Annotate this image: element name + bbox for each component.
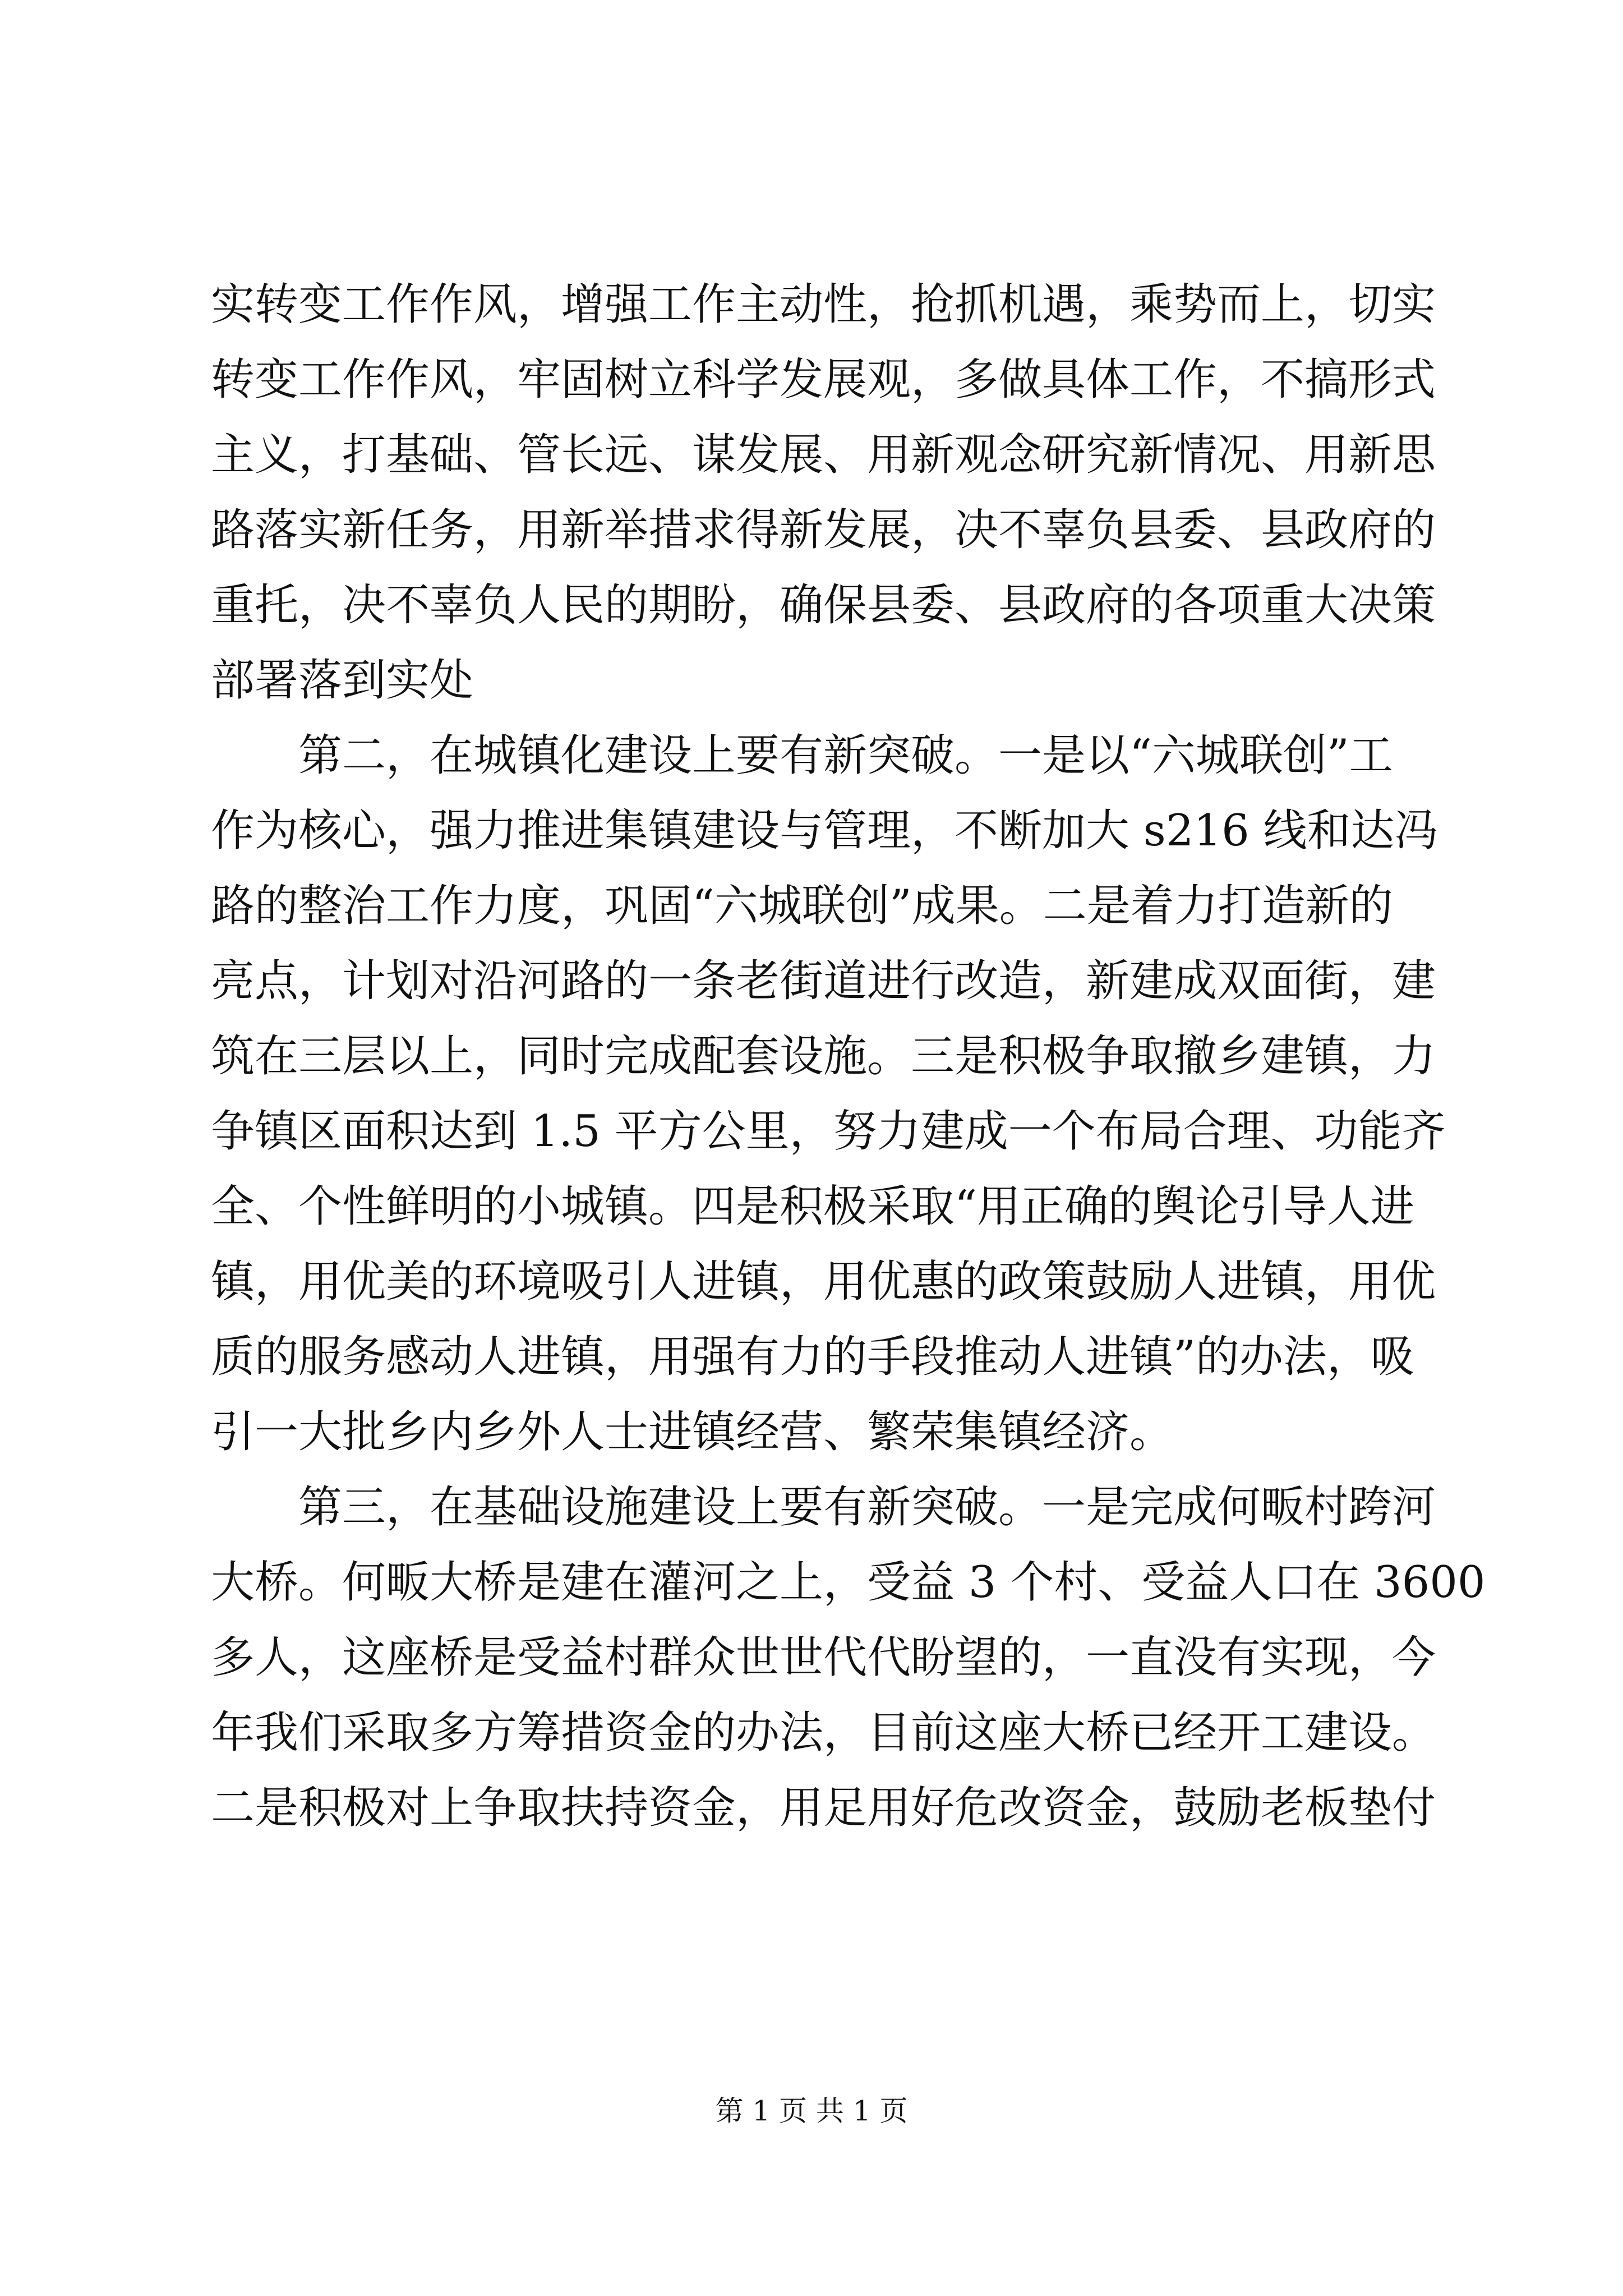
- text-line: 主义，打基础、管长远、谋发展、用新观念研究新情况、用新思: [211, 430, 1436, 480]
- text-line: 重托，决不辜负人民的期盼，确保县委、县政府的各项重大决策: [211, 580, 1436, 631]
- text-line: 路落实新任务，用新举措求得新发展，决不辜负县委、县政府的: [211, 505, 1436, 555]
- text-line: 筑在三层以上，同时完成配套设施。三是积极争取撤乡建镇，力: [211, 1031, 1436, 1082]
- text-line: 引一大批乡内乡外人士进镇经营、繁荣集镇经济。: [211, 1407, 1174, 1457]
- text-line: 二是积极对上争取扶持资金，用足用好危改资金，鼓励老板垫付: [211, 1783, 1436, 1833]
- text-line: 年我们采取多方筹措资金的办法，目前这座大桥已经开工建设。: [211, 1708, 1436, 1758]
- text-line: 转变工作作风，牢固树立科学发展观，多做具体工作，不搞形式: [211, 355, 1436, 405]
- page-footer: 第 1 页 共 1 页: [715, 2095, 908, 2127]
- text-line: 镇，用优美的环境吸引人进镇，用优惠的政策鼓励人进镇，用优: [211, 1257, 1436, 1307]
- text-line: 全、个性鲜明的小城镇。四是积极采取“用正确的舆论引导人进: [211, 1181, 1414, 1232]
- text-line: 实转变工作作风，增强工作主动性，抢抓机遇，乘势而上，切实: [211, 279, 1436, 330]
- text-line: 作为核心，强力推进集镇建设与管理，不断加大 s216 线和达冯: [211, 806, 1438, 856]
- paragraph-first-line: 第二，在城镇化建设上要有新突破。一是以“六城联创”工: [298, 730, 1393, 781]
- text-line: 质的服务感动人进镇，用强有力的手段推动人进镇”的办法，吸: [211, 1332, 1414, 1382]
- text-line: 多人，这座桥是受益村群众世世代代盼望的，一直没有实现，今: [211, 1632, 1436, 1683]
- text-line: 大桥。何畈大桥是建在灌河之上，受益 3 个村、受益人口在 3600: [211, 1557, 1486, 1608]
- text-line: 路的整治工作力度，巩固“六城联创”成果。二是着力打造新的: [211, 881, 1393, 931]
- text-line: 部署落到实处: [211, 655, 474, 706]
- paragraph-first-line: 第三，在基础设施建设上要有新突破。一是完成何畈村跨河: [298, 1482, 1436, 1533]
- text-line: 争镇区面积达到 1.5 平方公里，努力建成一个布局合理、功能齐: [211, 1106, 1446, 1157]
- text-line: 亮点，计划对沿河路的一条老街道进行改造，新建成双面街，建: [211, 956, 1436, 1006]
